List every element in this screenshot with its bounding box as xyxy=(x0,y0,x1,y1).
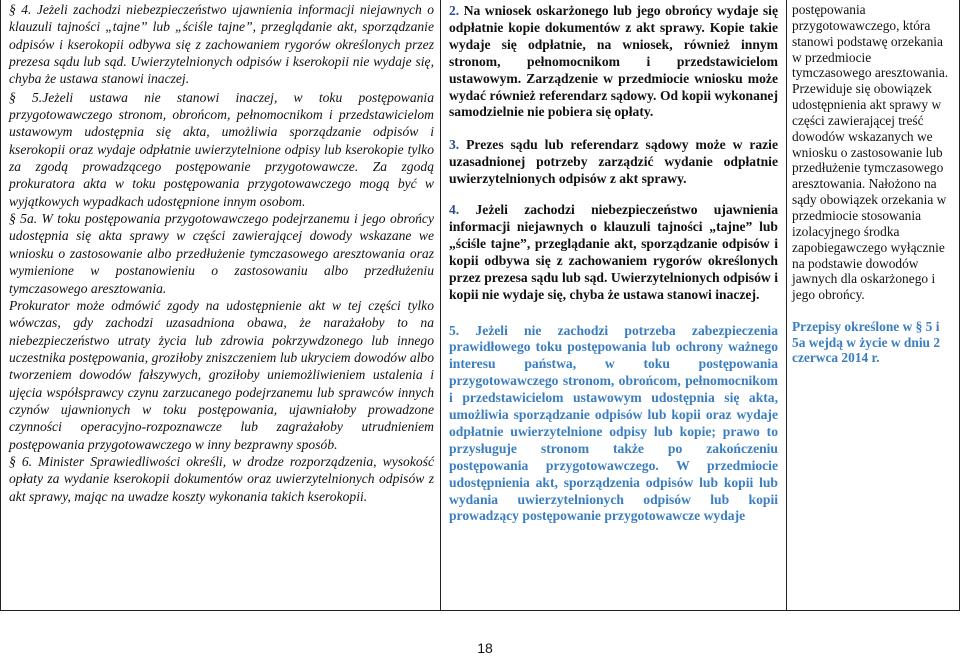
paragraph-number: 3. xyxy=(449,137,460,153)
paragraph-par6-current: § 6. Minister Sprawiedliwości określi, w drodze rozporządzenia, wysokość opłaty za wydanie kserokopii dokumentów oraz uwierzytelnionych odpisów z akt sprawy, mając na uwadze koszty wykonania takich kserokopii. xyxy=(9,453,434,504)
paragraph-par5a-current-b: Prokurator może odmówić zgody na udostępnienie akt w tej części tylko wówczas, gdy zachodzi uzasadniona obawa, że narażałoby to na niebezpieczeństwo utraty życia lub zdrowia pokrzywdzonego lub innego uczestnika postępowania, groziłoby zniszczeniem lub ukryciem dowodów albo tworzeniem dowodów fałszywych, groziłoby uniemożliwieniem ustalenia i ujęcia współsprawcy czynu zarzucanego podejrzanemu lub sprawców innych czynów ujawnionych w toku postępowania, ujawniałoby prowadzone czynności operacyjno-rozpoznawcze lub zagrażałoby utrudnieniem postępowania przygotowawczego w inny bezprawny sposób. xyxy=(9,297,434,452)
paragraph-par3-new xyxy=(449,137,778,188)
paragraph-par5-current: § 5.Jeżeli ustawa nie stanowi inaczej, w toku postępowania przygotowawczego stronom, obrońcom, pełnomocnikom i przedstawicielom ustawowym udostępnia się akta, umożliwia sporządzanie odpisów i kserokopii oraz wydaje odpłatnie uwierzytelnione odpisy lub kserokopie tylko za zgodą prowadzącego postępowanie przygotowawcze. Za zgodą prokuratora akta w toku postępowania przygotowawczego mogą być w wyjątkowych wypadkach udostępnione innym osobom. xyxy=(9,89,434,209)
column-new-law xyxy=(441,0,787,611)
column-justification xyxy=(787,0,960,611)
paragraph-par4-current: § 4. Jeżeli zachodzi niebezpieczeństwo ujawnienia informacji niejawnych o klauzuli tajności „tajne” lub „ściśle tajne”, przeglądanie akt, sporządzanie odpisów i kserokopii odbywa się z zachowaniem rygorów określonych przez prezesa sądu lub sąd. Uwierzytelnionych odpisów i kserokopii nie wydaje się, chyba że ustawa stanowi inaczej. xyxy=(9,2,434,87)
paragraph-par5-new: 5. Jeżeli nie zachodzi potrzeba zabezpieczenia prawidłowego toku postępowania lub ochrony ważnego interesu państwa, w toku postępowania przygotowawczego stronom, obrońcom, pełnomocnikom i przedstawicielom ustawowym udostępnia się akta, umożliwia sporządzanie odpisów lub kopii oraz wydaje odpłatnie uwierzytelnione odpisy lub kopie; prawo to przysługuje stronom także po zakończeniu postępowania przygotowawczego. W przedmiocie udostępnienia akt, sporządzenia odpisów lub kopii lub wydania uwierzytelnionych odpisów lub kopii prowadzący postępowanie przygotowawcze wydaje xyxy=(449,322,778,524)
paragraph-par4-new xyxy=(449,202,778,303)
paragraph-text: Na wniosek oskarżonego lub jego obrońcy wydaje się odpłatnie kopie dokumentów z akt sprawy. Kopie takie wydaje się odpłatnie, na wniosek, również innym stronom, pełnomocnikom i przedstawicielom ustawowym. Zarządzenie w przedmiocie wniosku może wydać również referendarz sądowy. Od kopii wykonanej samodzielnie nie pobiera się opłaty. xyxy=(449,3,778,120)
paragraph-text: Jeżeli zachodzi niebezpieczeństwo ujawnienia informacji niejawnych o klauzuli tajności „tajne” lub „ściśle tajne”, przeglądanie akt, sporządzanie odpisów i kopii odbywa się z zachowaniem rygorów określonych przez prezesa sądu lub sąd. Uwierzytelnionych odpisów i kopii nie wydaje się, chyba że ustawa stanowi inaczej. xyxy=(449,202,779,302)
justification-text: postępowania przygotowawczego, która stanowi podstawę orzekania w przedmiocie tymczasowego aresztowania. Przewiduje się obowiązek udostępnienia akt sprawy w części zawierającej treść dowodów wskazanych we wniosku o zastosowanie lub przedłużenie tymczasowego aresztowania. Nałożono na sądy obowiązek orzekania w przedmiocie stosowania izolacyjnego środka zapobiegawczego wyłącznie na podstawie dowodów jawnych dla oskarżonego i jego obrońcy. xyxy=(792,2,949,303)
paragraph-number: 2. xyxy=(449,3,460,18)
page-number: 18 xyxy=(477,640,493,656)
paragraph-par5a-current-a: § 5a. W toku postępowania przygotowawczego podejrzanemu i jego obrońcy udostępnia się akta sprawy w części zawierającej dowody wskazane we wniosku o zastosowanie albo przedłużenie tymczasowego aresztowania oraz wymienione w postanowieniu o zastosowaniu albo przedłużeniu tymczasowego aresztowania. xyxy=(9,211,434,296)
effective-date-note: Przepisy określone w § 5 i 5a wejdą w życie w dniu 2 czerwca 2014 r. xyxy=(792,319,941,366)
paragraph-number: 4. xyxy=(449,202,460,218)
column-current-law xyxy=(1,0,441,611)
paragraph-par2-new xyxy=(449,3,778,121)
paragraph-text: Prezes sądu lub referendarz sądowy może w razie uzasadnionej potrzeby zarządzić wydanie odpłatnie uwierzytelnionych odpisów z akt sprawy. xyxy=(449,137,778,187)
